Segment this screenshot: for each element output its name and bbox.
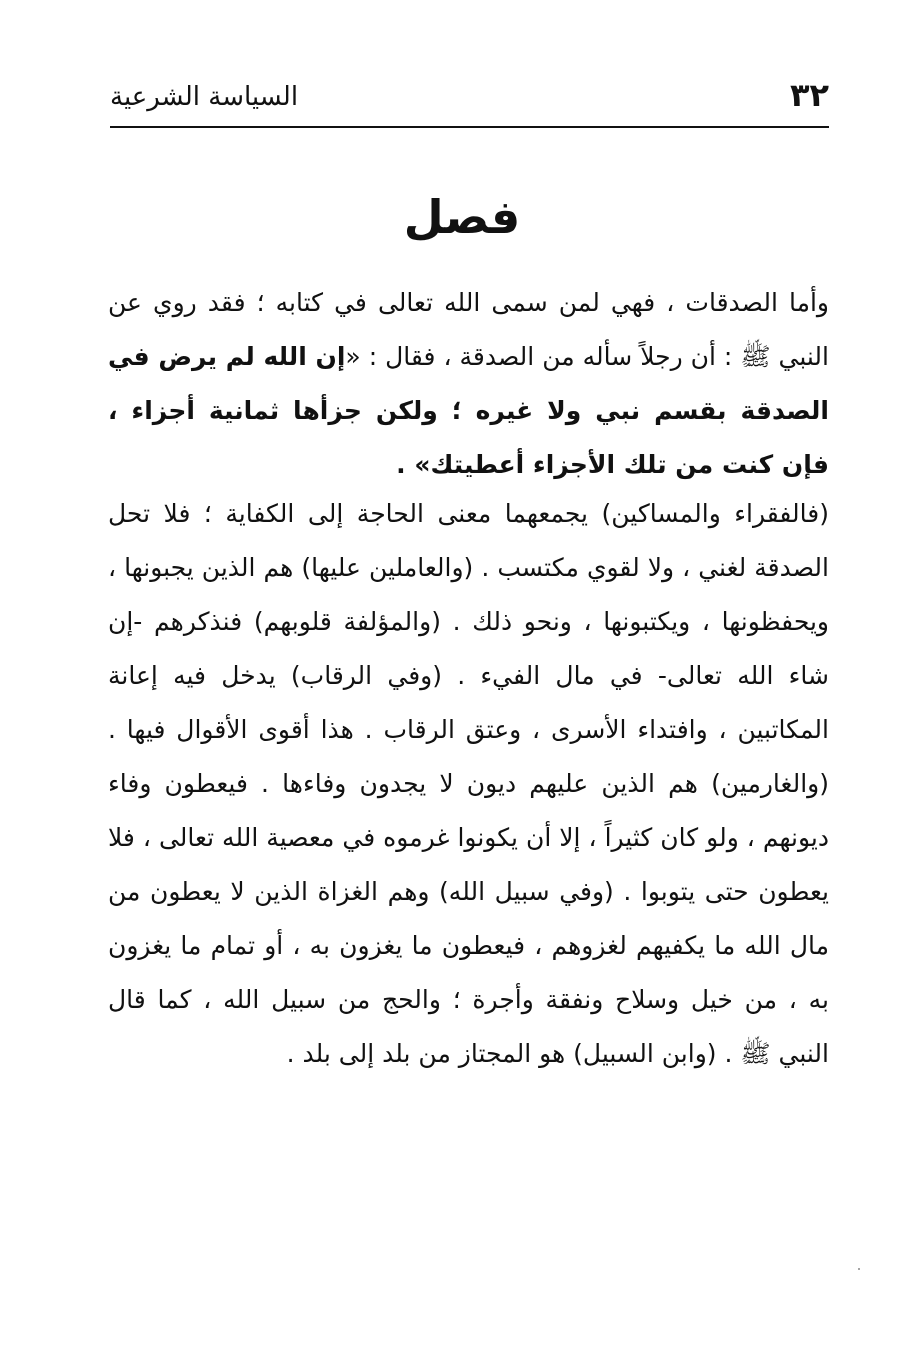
page-number: ٣٢ [789,76,829,114]
book-title: السياسة الشرعية [110,82,299,112]
paragraph-intro: وأما الصدقات ، فهي لمن سمى الله تعالى في كتابه ؛ فقد روي عن النبي ﷺ : أن رجلاً سأله من الصدقة ، فقال : « [108,288,829,371]
paragraph-eight-categories: (فالفقراء والمساكين) يجمعهما معنى الحاجة إلى الكفاية ؛ فلا تحل الصدقة لغني ، ولا لقوي مكتسب . (والعاملين عليها) هم الذين يجبونها ، ويحفظونها ، ويكتبونها ، ونحو ذلك . (والمؤلفة قلوبهم) فنذكرهم -إن شاء الله تعالى- في مال الفيء . (وفي الرقاب) يدخل فيه إعانة المكاتبين ، وافتداء الأسرى ، وعتق الرقاب . هذا أقوى الأقوال فيها . (والغارمين) هم الذين عليهم ديون لا يجدون وفاءها . فيعطون وفاء ديونهم ، ولو كان كثيراً ، إلا أن يكونوا غرموه في معصية الله تعالى ، فلا يعطون حتى يتوبوا . (وفي سبيل الله) وهم الغزاة الذين لا يعطون من مال الله ما يكفيهم لغزوهم ، فيعطون ما يغزون به ، أو تمام ما يغزون به ، من خيل وسلاح ونفقة وأجرة ؛ والحج من سبيل الله ، كما قال النبي ﷺ . (وابن السبيل) هو المجتاز من بلد إلى بلد . [108,499,829,1068]
paragraph-outro: » . [396,450,431,479]
hadith-quote: إن الله لم يرض في الصدقة بقسم نبي ولا غيره ؛ ولكن جزأها ثمانية أجزاء ، فإن كنت من تلك الأجزاء أعطيتك [108,342,829,479]
paragraph-charity-recipients [108,276,829,492]
section-heading: فصل [403,190,521,244]
scan-speck [858,1268,860,1270]
running-header [110,70,829,128]
